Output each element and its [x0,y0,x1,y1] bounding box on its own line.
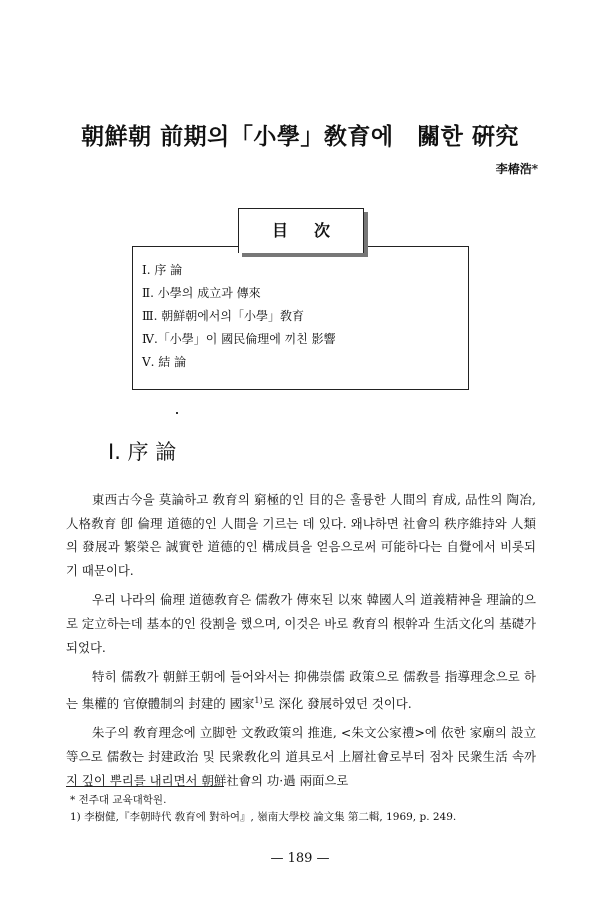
paragraph-text: 特히 儒敎가 朝鮮王朝에 들어와서는 抑佛崇儒 政策으로 儒敎를 指導理念으로 하는 集權的 官僚體制의 封建的 國家 [66,669,536,711]
footnotes [70,792,456,826]
paper-title: 朝鮮朝 前期의「小學」敎育에 關한 硏究 [81,124,519,150]
stray-dot [176,412,178,414]
paragraph: 東西古今을 莫論하고 敎育의 窮極的인 目的은 훌륭한 人間의 育成, 品性의 陶冶, 人格敎育 卽 倫理 道德的인 人間을 기르는 데 있다. 왜냐하면 社會의 秩序維持와 人類의 發展과 繁榮은 誠實한 道德的인 構成員을 얻음으로써 可能하다는 自覺에서 비롯되기 때문이다. [66,492,536,578]
paragraph: 우리 나라의 倫理 道德敎育은 儒敎가 傳來된 以來 韓國人의 道義精神을 理論的으로 定立하는데 基本的인 役割을 했으며, 이것은 바로 敎育의 根幹과 生活文化의 基礎가 되었다. [66,592,536,655]
toc-list [142,262,336,377]
body-text [66,488,536,798]
footnote: 1) 李樹健,『李朝時代 敎育에 對하여』, 嶺南大學校 論文集 第二輯, 1969, p. 249. [70,811,457,823]
toc-item: Ⅲ. 朝鮮朝에서의「小學」敎育 [142,309,304,323]
footnote-ref[interactable]: 1) [254,695,263,705]
toc-item: Ⅰ. 序 論 [142,263,183,277]
footnote: * 전주대 교육대학원. [70,794,167,806]
paragraph [66,665,536,715]
toc-item: Ⅴ. 結 論 [142,355,187,369]
paragraph: 朱子의 敎育理念에 立脚한 文敎政策의 推進, <朱文公家禮>에 依한 家廟의 設立 等으로 儒敎는 封建政治 및 民衆敎化의 道具로서 上層社會로부터 점차 民衆生活 속까지 깊이 뿌리를 내리면서 朝鮮社會의 功·過 兩面으로 [66,725,536,788]
paragraph-text: 로 深化 發展하였던 것이다. [262,695,412,711]
author-name: 李椿浩* [495,162,538,176]
toc-item: Ⅳ.「小學」이 國民倫理에 끼친 影響 [142,332,336,346]
page-number: — 189 — [270,851,330,866]
toc-item: Ⅱ. 小學의 成立과 傳來 [142,286,261,300]
footnote-divider [66,786,224,787]
section-heading: Ⅰ. 序 論 [108,440,177,464]
toc-heading: 目次 [238,208,364,253]
